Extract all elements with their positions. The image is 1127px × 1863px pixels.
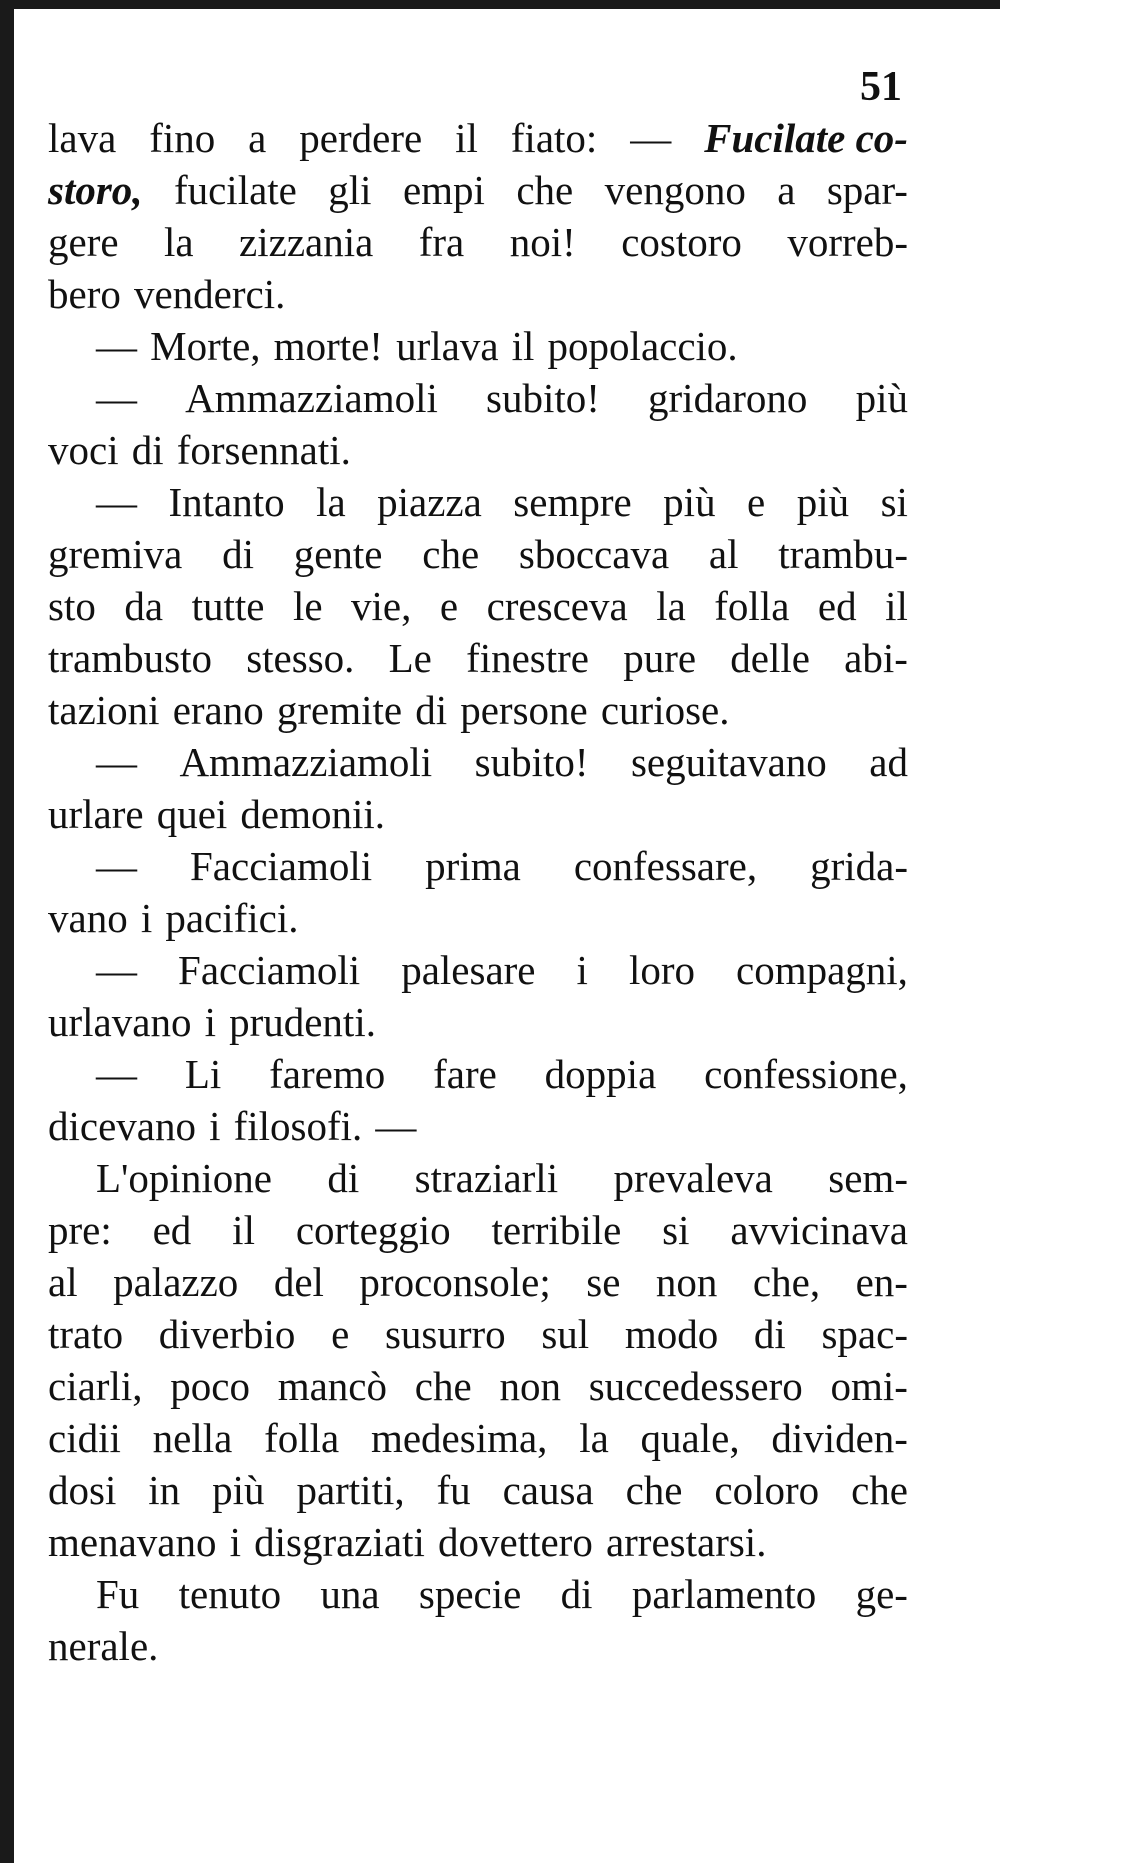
word: palazzo (113, 1259, 239, 1305)
word: che (422, 531, 480, 577)
word: folla (264, 1415, 340, 1461)
text-line (48, 528, 908, 580)
word: più (663, 479, 716, 525)
word: mancò (277, 1363, 388, 1409)
word: sem- (828, 1155, 908, 1201)
word: fu (436, 1467, 471, 1513)
word: curiose. (600, 687, 730, 733)
word: disgraziati (254, 1519, 425, 1565)
word: che (516, 167, 574, 213)
word: non (655, 1259, 718, 1305)
word: i (576, 947, 588, 993)
word: si (880, 479, 908, 525)
word: tenuto (178, 1571, 282, 1617)
word: compagni, (736, 947, 908, 993)
word: gli (328, 167, 372, 213)
word: da (124, 583, 164, 629)
word: vengono (604, 167, 746, 213)
word: sto (48, 583, 96, 629)
word: pure (623, 635, 697, 681)
word: del (273, 1259, 324, 1305)
word: loro (628, 947, 695, 993)
word: — (630, 115, 672, 161)
word: subito! (486, 375, 600, 421)
word: Le (388, 635, 432, 681)
word: trato (48, 1311, 124, 1357)
text-line (48, 1256, 908, 1308)
word: più (855, 375, 908, 421)
word: gremite (276, 687, 403, 733)
word: Ammazziamoli (185, 375, 438, 421)
text-line (48, 580, 908, 632)
text-line (48, 788, 908, 840)
text-line (48, 840, 908, 892)
text-line (48, 216, 908, 268)
text-line (48, 164, 908, 216)
word: e (439, 583, 459, 629)
word: che (851, 1467, 908, 1513)
word: la (656, 583, 686, 629)
word: quei (156, 791, 228, 837)
word: i (204, 999, 216, 1045)
word: cresceva (486, 583, 628, 629)
word: partiti, (296, 1467, 405, 1513)
word: ge- (855, 1571, 908, 1617)
word: parlamento (631, 1571, 817, 1617)
word: le (292, 583, 323, 629)
word: urlare (48, 791, 144, 837)
word: di (222, 531, 254, 577)
word: fino (149, 115, 216, 161)
word: terribile (491, 1207, 622, 1253)
word: succedessero (588, 1363, 803, 1409)
text-line (48, 1360, 908, 1412)
word: il (455, 115, 478, 161)
word: al (708, 531, 739, 577)
word: forsennati. (176, 427, 351, 473)
word: L'opinione (96, 1155, 272, 1201)
text-line (48, 424, 908, 476)
word: proconsole; (359, 1259, 551, 1305)
word: di (415, 687, 448, 733)
word: vano (48, 895, 128, 941)
text-line (48, 1620, 908, 1672)
word: persone (460, 687, 588, 733)
word: erano (172, 687, 264, 733)
word: demonii. (240, 791, 386, 837)
text-line (48, 372, 908, 424)
word: spac- (821, 1311, 908, 1357)
word: vorreb- (787, 219, 908, 265)
word: ed (152, 1207, 192, 1253)
word: tutte (191, 583, 265, 629)
text-line (48, 1412, 908, 1464)
word: e (331, 1311, 350, 1357)
word: il (885, 583, 908, 629)
text-line (48, 1100, 908, 1152)
text-line (48, 1308, 908, 1360)
word: abi- (844, 635, 908, 681)
word: fiato: (510, 115, 598, 161)
word: dividen- (771, 1415, 908, 1461)
word: urlavano (48, 999, 192, 1045)
word: voci (48, 427, 119, 473)
word: il (232, 1207, 255, 1253)
word: poco (170, 1363, 250, 1409)
word: se (586, 1259, 621, 1305)
word: Facciamoli (190, 843, 373, 889)
word: — (96, 1051, 137, 1097)
word: modo (624, 1311, 719, 1357)
word: dosi (48, 1467, 117, 1513)
word: fucilate (173, 167, 297, 213)
text-line (48, 1516, 908, 1568)
word: che (414, 1363, 472, 1409)
word: specie (418, 1571, 522, 1617)
word: folla (714, 583, 790, 629)
word: filosofi. (233, 1103, 363, 1149)
word: sempre (513, 479, 632, 525)
word: noi! (509, 219, 576, 265)
word: grida- (810, 843, 908, 889)
word: spar- (826, 167, 908, 213)
word: più (796, 479, 850, 525)
word: quale, (640, 1415, 740, 1461)
word: straziarli (414, 1155, 559, 1201)
word: gridarono (648, 375, 808, 421)
word: che (625, 1467, 683, 1513)
word: susurro (384, 1311, 506, 1357)
word: bero (48, 271, 121, 317)
word: avvicinava (730, 1207, 908, 1253)
word: lava (48, 115, 117, 161)
word: storo, (48, 167, 143, 213)
word: i (229, 1519, 241, 1565)
word: subito! (474, 739, 589, 785)
word: ciarli, (48, 1363, 143, 1409)
word: la (164, 219, 194, 265)
word: — (96, 739, 137, 785)
word: delle (730, 635, 810, 681)
text-line (48, 1464, 908, 1516)
word: e (747, 479, 766, 525)
word: prima (425, 843, 521, 889)
text-line (48, 320, 908, 372)
word: corteggio (295, 1207, 451, 1253)
word: una (320, 1571, 380, 1617)
text-line (48, 112, 908, 164)
word: si (662, 1207, 690, 1253)
word: ad (869, 739, 908, 785)
word: Ammazziamoli (179, 739, 433, 785)
word: Fu (96, 1571, 140, 1617)
word: seguitavano (630, 739, 827, 785)
word: trambu- (778, 531, 908, 577)
word: al (48, 1259, 78, 1305)
text-line (48, 476, 908, 528)
page-left-edge (0, 9, 14, 1863)
word: menavano (48, 1519, 217, 1565)
word: tazioni (48, 687, 160, 733)
word: di (131, 427, 164, 473)
text-line (48, 1152, 908, 1204)
word: i (209, 1103, 221, 1149)
word: empi (402, 167, 485, 213)
word: omi- (830, 1363, 908, 1409)
word: — (96, 947, 137, 993)
word: confessione, (704, 1051, 908, 1097)
word: urlava (396, 323, 499, 369)
text-line (48, 268, 908, 320)
word: più (212, 1467, 265, 1513)
word: nerale. (48, 1623, 159, 1669)
word: doppia (544, 1051, 657, 1097)
word: gere (48, 219, 119, 265)
word: di (753, 1311, 786, 1357)
word: — (96, 375, 137, 421)
word: faremo (269, 1051, 386, 1097)
word: dicevano (48, 1103, 196, 1149)
page-top-edge (0, 0, 1000, 9)
word: nella (152, 1415, 233, 1461)
word: di (560, 1571, 593, 1617)
word: in (148, 1467, 181, 1513)
text-line (48, 1568, 908, 1620)
word: i (140, 895, 153, 941)
word: fra (418, 219, 465, 265)
word: prevaleva (613, 1155, 773, 1201)
word: confessare, (573, 843, 758, 889)
word: Fucilate co- (704, 115, 908, 161)
word: venderci. (133, 271, 286, 317)
word: la (316, 479, 346, 525)
text-line (48, 944, 908, 996)
word: la (579, 1415, 609, 1461)
word: — (96, 843, 137, 889)
word: gente (293, 531, 383, 577)
word: — (96, 323, 137, 369)
word: stesso. (246, 635, 355, 681)
word: trambusto (48, 635, 212, 681)
word: perdere (299, 115, 423, 161)
word: di (327, 1155, 360, 1201)
word: arrestarsi. (605, 1519, 767, 1565)
word: sboccava (518, 531, 670, 577)
word: diverbio (158, 1311, 296, 1357)
word: gremiva (48, 531, 183, 577)
text-line (48, 1204, 908, 1256)
body-text (48, 112, 908, 1672)
word: pre: (48, 1207, 112, 1253)
text-line (48, 892, 908, 944)
word: Facciamoli (178, 947, 361, 993)
word: medesima, (370, 1415, 548, 1461)
page-number: 51 (860, 64, 902, 110)
text-line (48, 1048, 908, 1100)
word: en- (855, 1259, 908, 1305)
text-line (48, 996, 908, 1048)
word: il (511, 323, 535, 369)
text-line (48, 736, 908, 788)
word: Intanto (168, 479, 285, 525)
word: — (96, 479, 137, 525)
text-line (48, 684, 908, 736)
word: vie, (351, 583, 412, 629)
word: fare (433, 1051, 497, 1097)
word: morte! (273, 323, 383, 369)
word: popolaccio. (547, 323, 738, 369)
word: a (777, 167, 796, 213)
word: a (248, 115, 267, 161)
word: causa (502, 1467, 594, 1513)
word: dovettero (438, 1519, 593, 1565)
word: prudenti. (229, 999, 376, 1045)
word: non (499, 1363, 561, 1409)
word: ed (817, 583, 857, 629)
word: costoro (621, 219, 742, 265)
word: — (375, 1103, 417, 1149)
word: che, (752, 1259, 821, 1305)
word: pacifici. (165, 895, 299, 941)
word: cidii (48, 1415, 121, 1461)
word: palesare (401, 947, 536, 993)
word: zizzania (239, 219, 374, 265)
word: finestre (466, 635, 590, 681)
word: coloro (714, 1467, 820, 1513)
text-line (48, 632, 908, 684)
word: Li (184, 1051, 222, 1097)
word: sul (541, 1311, 590, 1357)
word: piazza (377, 479, 482, 525)
word: Morte, (150, 323, 261, 369)
